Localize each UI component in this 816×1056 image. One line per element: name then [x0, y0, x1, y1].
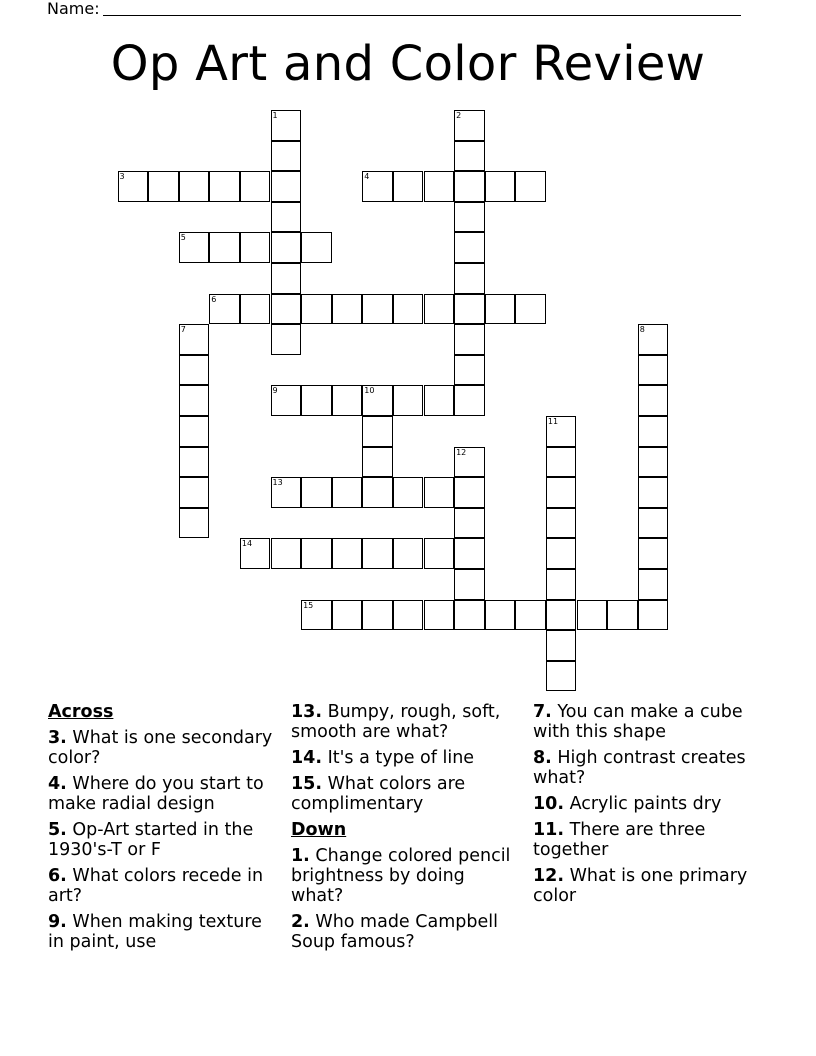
grid-cell[interactable] [393, 385, 424, 416]
grid-cell[interactable] [240, 538, 271, 569]
grid-cell[interactable] [454, 263, 485, 294]
grid-cell[interactable] [362, 600, 393, 631]
grid-cell[interactable] [179, 508, 210, 539]
grid-cell[interactable] [454, 508, 485, 539]
clue-item [48, 866, 273, 906]
grid-cell[interactable] [638, 508, 669, 539]
grid-cell[interactable] [638, 569, 669, 600]
grid-cell[interactable] [454, 355, 485, 386]
grid-cell[interactable] [179, 324, 210, 355]
clue-item-text: Op-Art started in the 1930's-T or F [48, 820, 254, 860]
grid-cell[interactable] [485, 600, 516, 631]
grid-cell[interactable] [485, 294, 516, 325]
grid-cell[interactable] [301, 232, 332, 263]
clues-column-3 [533, 702, 773, 912]
clue-item [48, 728, 273, 768]
clue-number: 10 [364, 386, 375, 396]
clue-number: 9 [272, 386, 278, 396]
grid-cell[interactable] [454, 110, 485, 141]
clue-item [48, 774, 273, 814]
clue-item-text: When making texture in paint, use [48, 912, 262, 952]
grid-cell[interactable] [546, 600, 577, 631]
grid-cell[interactable] [638, 385, 669, 416]
across-heading: Across [48, 702, 114, 722]
grid-cell[interactable] [393, 600, 424, 631]
grid-cell[interactable] [332, 294, 363, 325]
grid-cell[interactable] [454, 600, 485, 631]
grid-cell[interactable] [179, 232, 210, 263]
clue-number: 12 [456, 447, 467, 457]
grid-cell[interactable] [301, 294, 332, 325]
grid-cell[interactable] [546, 661, 577, 692]
clues-column-1 [48, 702, 273, 958]
clue-number: 3 [119, 172, 125, 182]
clue-item-number: 11. [533, 820, 565, 840]
grid-cell[interactable] [393, 477, 424, 508]
grid-cell[interactable] [179, 355, 210, 386]
grid-cell[interactable] [638, 447, 669, 478]
clue-item-text: It's a type of line [322, 748, 475, 768]
grid-cell[interactable] [546, 416, 577, 447]
clue-number: 6 [211, 294, 217, 304]
grid-cell[interactable] [209, 171, 240, 202]
clue-item-text: Bumpy, rough, soft, smooth are what? [291, 702, 501, 742]
clue-item-text: Where do you start to make radial design [48, 774, 264, 814]
across-clue-list [48, 728, 273, 952]
grid-cell[interactable] [271, 141, 302, 172]
clue-item-number: 8. [533, 748, 552, 768]
clue-item-number: 7. [533, 702, 552, 722]
grid-cell[interactable] [546, 447, 577, 478]
grid-cell[interactable] [271, 477, 302, 508]
clue-item-number: 5. [48, 820, 67, 840]
clue-item [533, 748, 773, 788]
grid-cell[interactable] [362, 171, 393, 202]
down-clue-list [291, 846, 519, 952]
grid-cell[interactable] [332, 600, 363, 631]
clue-item [48, 820, 273, 860]
name-label: Name: [47, 0, 100, 18]
grid-cell[interactable] [454, 324, 485, 355]
grid-cell[interactable] [118, 171, 149, 202]
grid-cell[interactable] [362, 477, 393, 508]
clue-item-text: Who made Campbell Soup famous? [291, 912, 498, 952]
grid-cell[interactable] [424, 385, 455, 416]
clue-item-number: 12. [533, 866, 565, 886]
grid-cell[interactable] [209, 294, 240, 325]
clue-item [291, 748, 519, 768]
grid-cell[interactable] [240, 171, 271, 202]
grid-cell[interactable] [638, 416, 669, 447]
grid-cell[interactable] [424, 538, 455, 569]
grid-cell[interactable] [515, 294, 546, 325]
clue-item [533, 866, 773, 906]
clue-item-text: Acrylic paints dry [564, 794, 722, 814]
clue-item-number: 15. [291, 774, 323, 794]
clue-number: 11 [547, 417, 559, 426]
clue-item-number: 4. [48, 774, 67, 794]
grid-cell[interactable] [271, 232, 302, 263]
grid-cell[interactable] [454, 294, 485, 325]
clue-item-text: What colors are complimentary [291, 774, 466, 814]
grid-cell[interactable] [271, 538, 302, 569]
grid-cell[interactable] [179, 171, 210, 202]
grid-cell[interactable] [271, 385, 302, 416]
grid-cell[interactable] [271, 171, 302, 202]
clue-number: 8 [639, 325, 645, 335]
grid-cell[interactable] [607, 600, 638, 631]
clue-item-number: 13. [291, 702, 323, 722]
grid-cell[interactable] [332, 385, 363, 416]
grid-cell[interactable] [179, 416, 210, 447]
clue-number: 4 [364, 172, 370, 182]
grid-cell[interactable] [454, 232, 485, 263]
clue-item [533, 794, 773, 814]
grid-cell[interactable] [638, 538, 669, 569]
clue-item-text: What is one secondary color? [48, 728, 273, 768]
clue-item [48, 912, 273, 952]
grid-cell[interactable] [148, 171, 179, 202]
grid-cell[interactable] [271, 263, 302, 294]
grid-cell[interactable] [638, 477, 669, 508]
grid-cell[interactable] [454, 141, 485, 172]
clue-number: 14 [241, 539, 253, 549]
grid-cell[interactable] [485, 171, 516, 202]
clue-item-number: 1. [291, 846, 310, 866]
clue-item [291, 702, 519, 742]
clue-item [533, 702, 773, 742]
grid-cell[interactable] [454, 171, 485, 202]
grid-cell[interactable] [424, 600, 455, 631]
grid-cell[interactable] [546, 630, 577, 661]
grid-cell[interactable] [301, 538, 332, 569]
grid-cell[interactable] [515, 600, 546, 631]
clue-item [291, 846, 519, 906]
grid-cell[interactable] [424, 477, 455, 508]
clue-number: 13 [272, 478, 283, 488]
clue-item-number: 2. [291, 912, 310, 932]
grid-cell[interactable] [240, 294, 271, 325]
grid-cell[interactable] [546, 477, 577, 508]
grid-cell[interactable] [454, 447, 485, 478]
grid-cell[interactable] [179, 385, 210, 416]
grid-cell[interactable] [362, 447, 393, 478]
grid-cell[interactable] [393, 171, 424, 202]
clue-item-text: Change colored pencil brightness by doing what? [291, 846, 511, 906]
grid-cell[interactable] [454, 477, 485, 508]
grid-cell[interactable] [454, 202, 485, 233]
grid-cell[interactable] [362, 538, 393, 569]
grid-cell[interactable] [271, 202, 302, 233]
grid-cell[interactable] [515, 171, 546, 202]
grid-cell[interactable] [638, 324, 669, 355]
grid-cell[interactable] [179, 447, 210, 478]
grid-cell[interactable] [301, 600, 332, 631]
down-heading: Down [291, 820, 347, 840]
grid-cell[interactable] [454, 385, 485, 416]
grid-cell[interactable] [424, 294, 455, 325]
down-clue-list-continued [533, 702, 773, 906]
grid-cell[interactable] [271, 110, 302, 141]
grid-cell[interactable] [301, 385, 332, 416]
across-clue-list-continued [291, 702, 519, 814]
clue-item-text: There are three together [533, 820, 706, 860]
grid-cell[interactable] [546, 569, 577, 600]
clue-item-number: 3. [48, 728, 67, 748]
grid-cell[interactable] [393, 538, 424, 569]
clue-item-text: What colors recede in art? [48, 866, 264, 906]
clue-number: 2 [456, 111, 462, 120]
clue-number: 7 [180, 325, 186, 335]
clue-item [291, 912, 519, 952]
clue-item-number: 9. [48, 912, 67, 932]
grid-cell[interactable] [454, 569, 485, 600]
grid-cell[interactable] [179, 477, 210, 508]
grid-cell[interactable] [332, 538, 363, 569]
grid-cell[interactable] [332, 477, 363, 508]
grid-cell[interactable] [271, 324, 302, 355]
grid-cell[interactable] [362, 294, 393, 325]
grid-cell[interactable] [209, 232, 240, 263]
grid-cell[interactable] [362, 385, 393, 416]
grid-cell[interactable] [393, 294, 424, 325]
clue-item-text: High contrast creates what? [533, 748, 746, 788]
clue-number: 5 [180, 233, 186, 243]
grid-cell[interactable] [271, 294, 302, 325]
clue-item-text: You can make a cube with this shape [533, 702, 743, 742]
grid-cell[interactable] [301, 477, 332, 508]
clue-item [291, 774, 519, 814]
grid-cell[interactable] [577, 600, 608, 631]
clues-column-2 [291, 702, 519, 958]
clue-item-number: 10. [533, 794, 565, 814]
grid-cell[interactable] [362, 416, 393, 447]
clue-item-text: What is one primary color [533, 866, 748, 906]
clue-number: 1 [272, 111, 278, 120]
clue-item [533, 820, 773, 860]
grid-cell[interactable] [638, 600, 669, 631]
clue-item-number: 14. [291, 748, 323, 768]
grid-cell[interactable] [240, 232, 271, 263]
grid-cell[interactable] [454, 538, 485, 569]
grid-cell[interactable] [638, 355, 669, 386]
page-title: Op Art and Color Review [110, 36, 706, 92]
clue-number: 15 [303, 600, 314, 610]
grid-cell[interactable] [546, 538, 577, 569]
grid-cell[interactable] [546, 508, 577, 539]
clue-item-number: 6. [48, 866, 67, 886]
grid-cell[interactable] [424, 171, 455, 202]
